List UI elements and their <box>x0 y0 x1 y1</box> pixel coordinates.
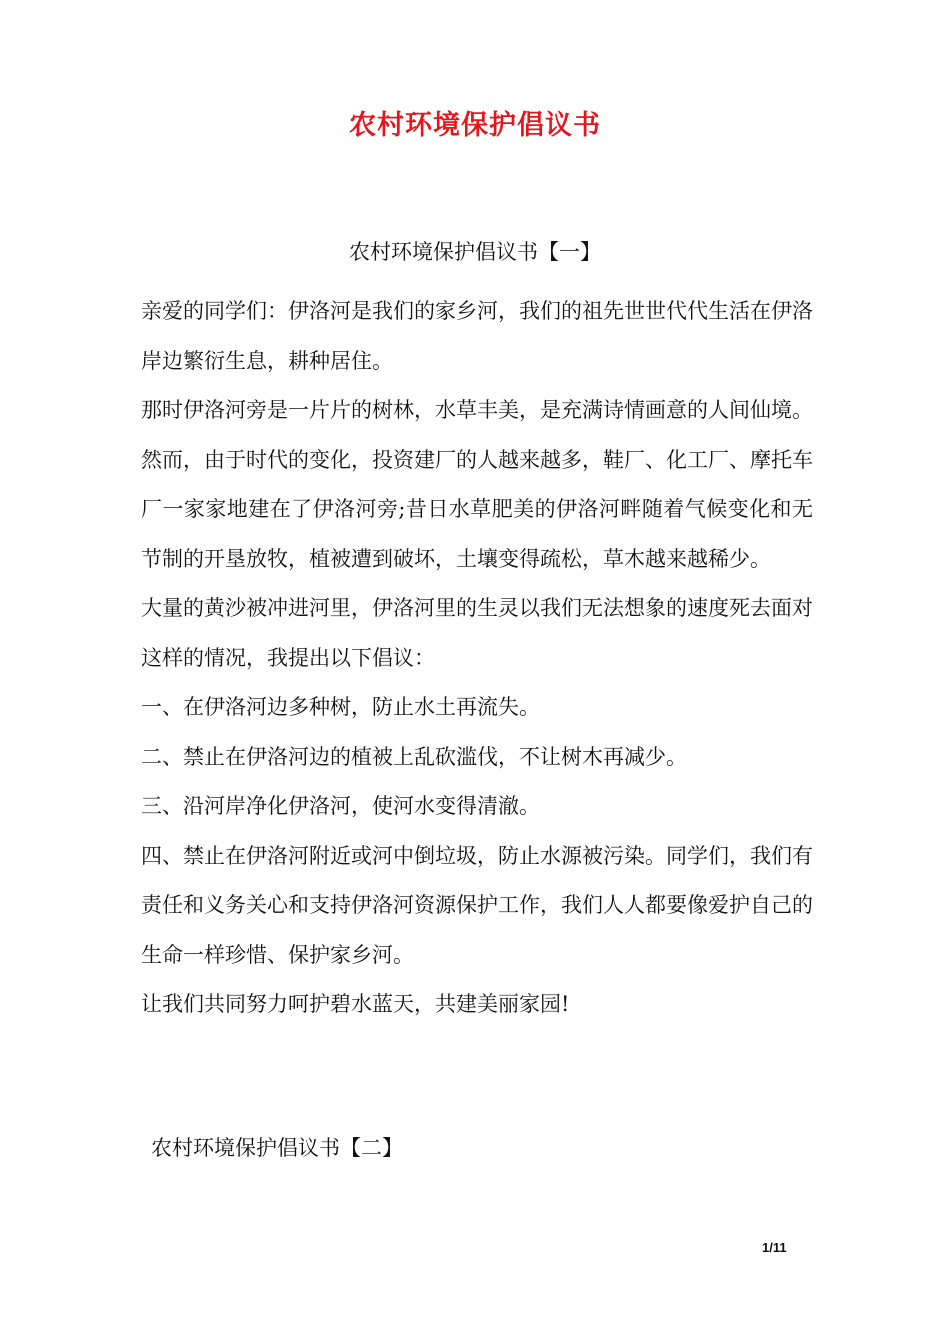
proposal-item-4: 四、禁止在伊洛河附近或河中倒垃圾，防止水源被污染。同学们，我们有责任和义务关心和支持伊洛河资源保护工作，我们人人都要像爱护自己的生命一样珍惜、保护家乡河。 <box>141 843 813 967</box>
paragraph-greeting: 亲爱的同学们：伊洛河是我们的家乡河，我们的祖先世世代代生活在伊洛岸边繁衍生息，耕种居住。 <box>141 299 813 373</box>
proposal-item-2: 二、禁止在伊洛河边的植被上乱砍滥伐，不让树木再减少。 <box>141 744 687 769</box>
document-body <box>141 287 813 1030</box>
page-number: 1/11 <box>762 1240 787 1255</box>
document-title: 农村环境保护倡议书 <box>349 110 601 141</box>
paragraph-change: 然而，由于时代的变化，投资建厂的人越来越多，鞋厂、化工厂、摩托车厂一家家地建在了伊洛河旁;昔日水草肥美的伊洛河畔随着气候变化和无节制的开垦放牧，植被遭到破坏，土壤变得疏松，草木越来越稀少。 <box>141 447 813 571</box>
proposal-item-1: 一、在伊洛河边多种树，防止水土再流失。 <box>141 695 540 719</box>
paragraph-closing: 让我们共同努力呵护碧水蓝天，共建美丽家园! <box>141 992 570 1016</box>
proposal-item-3: 三、沿河岸净化伊洛河，使河水变得清澈。 <box>141 794 540 818</box>
paragraph-past: 那时伊洛河旁是一片片的树林，水草丰美，是充满诗情画意的人间仙境。 <box>141 398 813 422</box>
section-heading-two: 农村环境保护倡议书【二】 <box>151 1136 403 1160</box>
section-heading-one: 农村环境保护倡议书【一】 <box>349 240 601 264</box>
paragraph-problem: 大量的黄沙被冲进河里，伊洛河里的生灵以我们无法想象的速度死去面对这样的情况，我提出以下倡议： <box>141 596 813 670</box>
